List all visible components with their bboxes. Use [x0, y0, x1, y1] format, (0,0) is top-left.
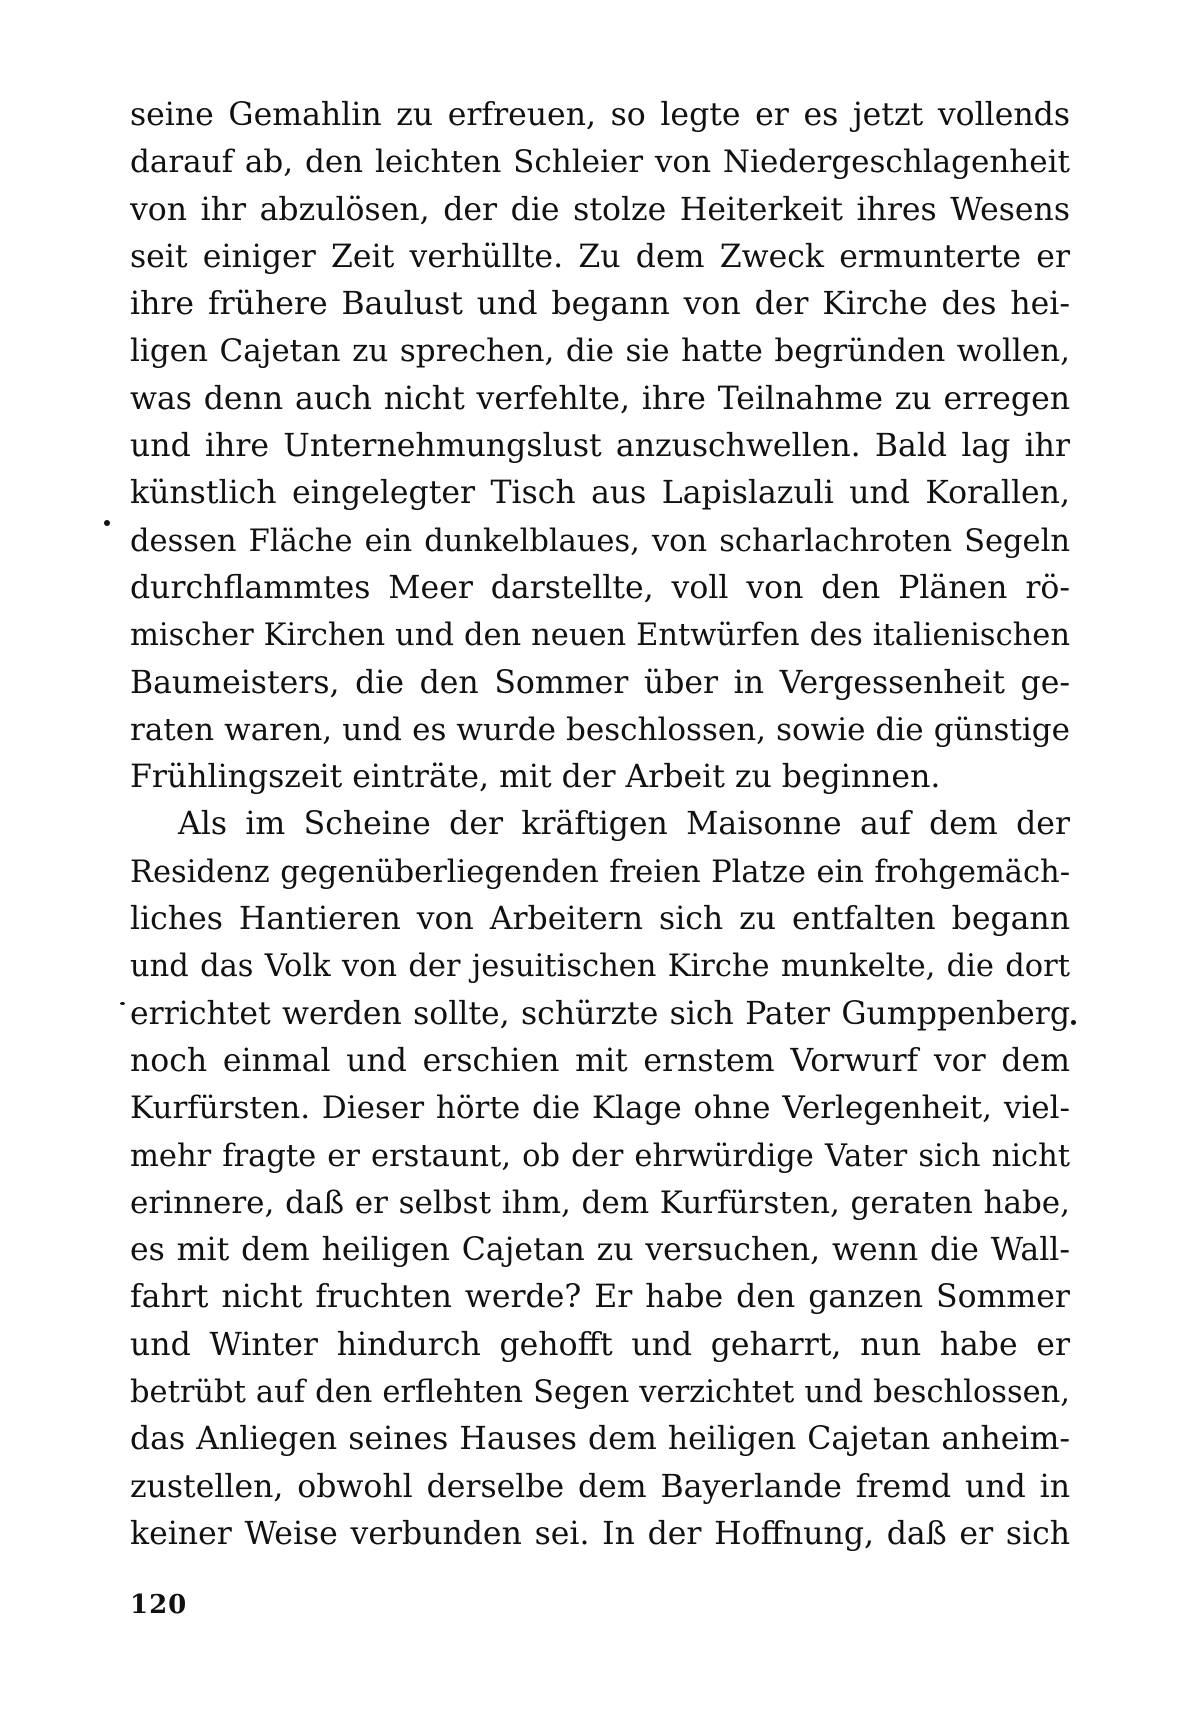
text-line: Kurfürsten. Dieser hörte die Klage ohne Verlegenheit, viel-	[130, 1090, 1070, 1127]
text-line: und Winter hindurch gehofft und geharrt, nun habe er	[130, 1326, 1070, 1363]
text-line: liches Hantieren von Arbeitern sich zu entfalten begann	[130, 901, 1070, 938]
text-line: das Anliegen seines Hauses dem heiligen Cajetan anheim-	[130, 1421, 1070, 1458]
text-line: raten waren, und es wurde beschlossen, sowie die günstige	[130, 711, 1070, 748]
text-line: ihre frühere Baulust und begann von der Kirche des hei-	[130, 286, 1070, 323]
text-line: keiner Weise verbunden sei. In der Hoffnung, daß er sich	[130, 1515, 1070, 1552]
page-number: 120	[130, 1590, 188, 1620]
text-line: Als im Scheine der kräftigen Maisonne auf dem der	[178, 806, 1070, 843]
text-line: seine Gemahlin zu erfreuen, so legte er es jetzt vollends	[130, 97, 1070, 133]
text-line: es mit dem heiligen Cajetan zu versuchen, wenn die Wall-	[130, 1232, 1070, 1269]
text-line: dessen Fläche ein dunkelblaues, von scharlachroten Segeln	[130, 523, 1070, 559]
text-line: mehr fragte er erstaunt, ob der ehrwürdige Vater sich nicht	[130, 1138, 1070, 1174]
paragraph	[130, 92, 1070, 801]
text-line: errichtet werden sollte, schürzte sich Pater Gumppenberg	[130, 995, 1070, 1032]
text-line: Frühlingszeit einträte, mit der Arbeit zu beginnen.	[130, 759, 941, 796]
text-line: fahrt nicht fruchten werde? Er habe den ganzen Sommer	[130, 1279, 1070, 1316]
text-line: und ihre Unternehmungslust anzuschwellen. Bald lag ihr	[130, 428, 1070, 465]
text-line: darauf ab, den leichten Schleier von Niedergeschlagenheit	[130, 144, 1070, 181]
print-speck	[1071, 1020, 1076, 1025]
text-line: durchflammtes Meer darstellte, voll von den Plänen rö-	[130, 569, 1070, 606]
text-line: was denn auch nicht verfehlte, ihre Teilnahme zu erregen	[130, 380, 1070, 417]
text-line: und das Volk von der jesuitischen Kirche munkelte, die dort	[130, 949, 1070, 985]
text-line: erinnere, daß er selbst ihm, dem Kurfürsten, geraten habe,	[130, 1184, 1070, 1221]
text-line: ligen Cajetan zu sprechen, die sie hatte begründen wollen,	[130, 333, 1070, 370]
text-line: künstlich eingelegter Tisch aus Lapislazuli und Korallen,	[130, 475, 1070, 512]
paragraph	[130, 801, 1070, 1558]
text-line: von ihr abzulösen, der die stolze Heiterkeit ihres Wesens	[130, 191, 1070, 228]
print-speck	[104, 520, 110, 526]
text-line: seit einiger Zeit verhüllte. Zu dem Zweck ermunterte er	[130, 238, 1070, 275]
body-text	[130, 92, 1070, 1558]
text-line: zustellen, obwohl derselbe dem Bayerlande fremd und in	[130, 1468, 1070, 1505]
text-line: Baumeisters, die den Sommer über in Vergessenheit ge-	[130, 664, 1070, 701]
text-line: Residenz gegenüberliegenden freien Platze ein frohgemäch-	[130, 854, 1070, 890]
text-line: noch einmal und erschien mit ernstem Vorwurf vor dem	[130, 1042, 1070, 1079]
text-line: betrübt auf den erflehten Segen verzichtet und beschlossen,	[130, 1375, 1070, 1411]
text-line: mischer Kirchen und den neuen Entwürfen des italienischen	[130, 618, 1070, 654]
print-speck	[120, 1002, 125, 1005]
